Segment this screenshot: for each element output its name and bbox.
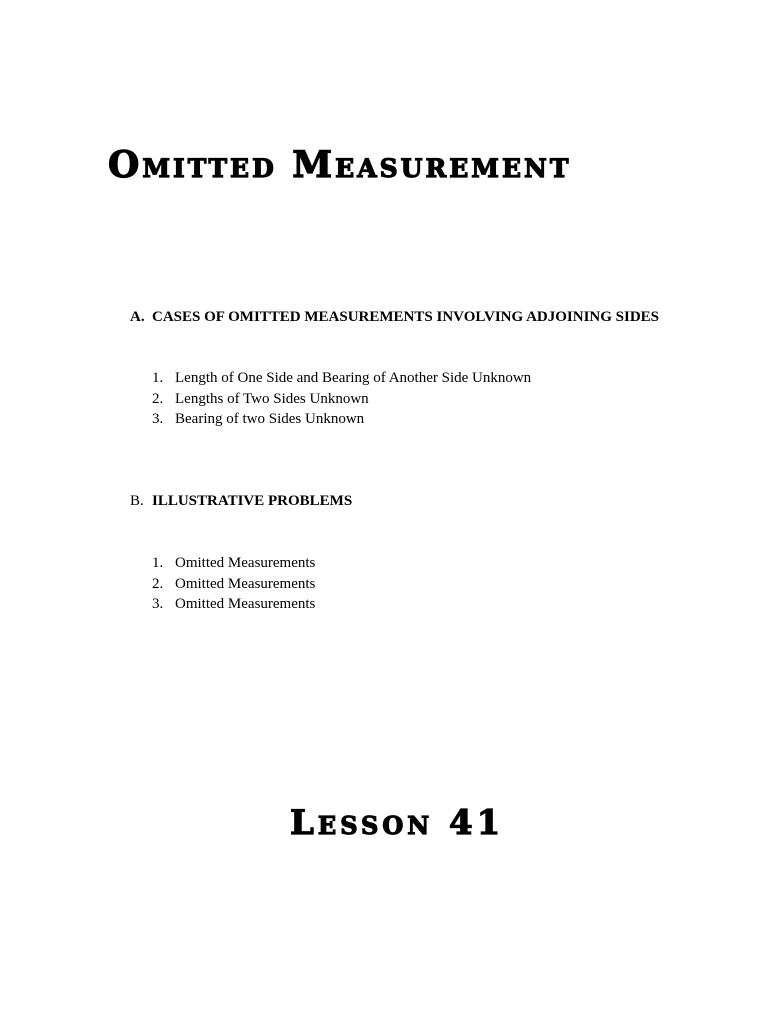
section-a-list [152, 368, 531, 430]
section-a-heading-text: CASES OF OMITTED MEASUREMENTS INVOLVING ADJOINING SIDES [152, 309, 660, 325]
list-item-text: Omitted Measurements [175, 555, 316, 571]
list-item [152, 368, 531, 389]
document-title: Omitted Measurement [108, 144, 572, 186]
lesson-label: Lesson 41 [290, 803, 505, 843]
list-item-number: 3. [152, 596, 164, 612]
section-b-heading-text: ILLUSTRATIVE PROBLEMS [152, 493, 353, 509]
section-a-heading [130, 307, 659, 327]
list-item-number: 2. [152, 575, 164, 592]
list-item-text: Omitted Measurements [175, 596, 316, 612]
list-item [152, 594, 315, 615]
section-a-marker: A. [130, 309, 145, 325]
list-item [152, 389, 531, 410]
list-item [152, 574, 315, 595]
list-item-text: Omitted Measurements [175, 575, 316, 592]
section-b-marker: B. [130, 493, 144, 509]
list-item-number: 1. [152, 370, 164, 386]
list-item-text: Length of One Side and Bearing of Another Side Unknown [175, 370, 532, 386]
list-item [152, 409, 531, 430]
list-item-number: 2. [152, 390, 164, 407]
list-item-number: 1. [152, 555, 164, 571]
section-b-list [152, 553, 315, 615]
list-item [152, 553, 315, 574]
section-b-heading [130, 491, 352, 511]
list-item-number: 3. [152, 411, 164, 427]
list-item-text: Lengths of Two Sides Unknown [175, 390, 369, 407]
list-item-text: Bearing of two Sides Unknown [175, 411, 365, 427]
